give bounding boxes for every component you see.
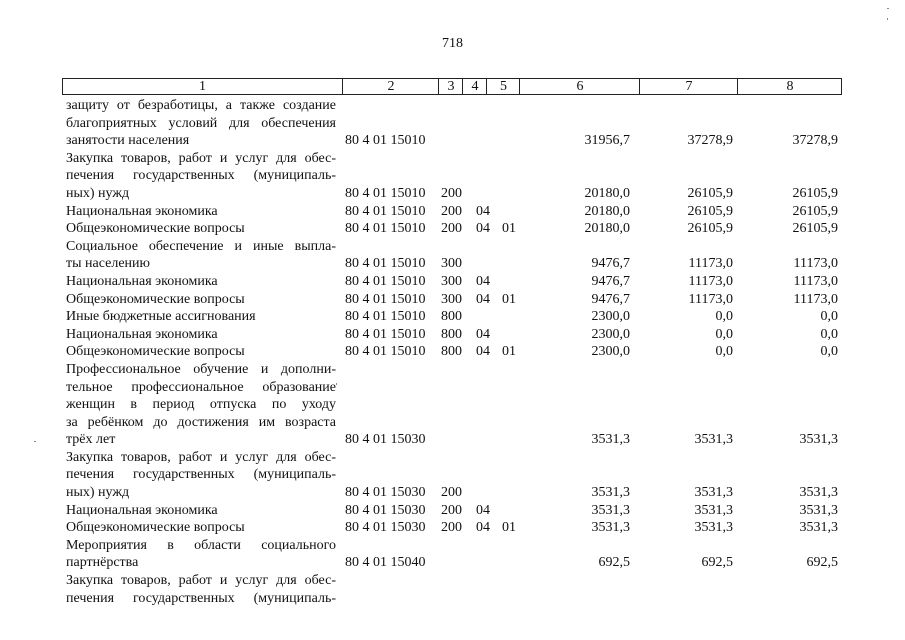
row-value-col7: 3531,3 <box>694 520 733 536</box>
row-value-col8: 3531,3 <box>799 485 838 501</box>
row-col3: 300 <box>441 291 462 307</box>
scan-speck <box>887 8 889 9</box>
row-value-col7: 0,0 <box>715 344 733 360</box>
table-body <box>0 97 905 607</box>
row-value-col6: 20180,0 <box>584 185 630 201</box>
row-value-col7: 3531,3 <box>694 502 733 518</box>
row-name: ных) нужд <box>66 485 130 501</box>
table-row <box>0 132 905 150</box>
row-name: Закупка товаров, работ и услуг для обес- <box>66 449 336 465</box>
table-row <box>0 343 905 361</box>
table-row <box>0 308 905 326</box>
row-value-col7: 692,5 <box>701 555 733 571</box>
row-value-col7: 26105,9 <box>687 221 733 237</box>
row-name: Профессиональное обучение и дополни- <box>66 361 336 377</box>
row-col4: 04 <box>476 273 490 289</box>
row-name: Социальное обеспечение и иные выпла- <box>66 238 336 254</box>
row-col3: 200 <box>441 520 462 536</box>
table-row <box>0 167 905 185</box>
row-col3: 800 <box>441 309 462 325</box>
table-row <box>0 220 905 238</box>
row-value-col8: 26105,9 <box>792 185 838 201</box>
row-col3: 200 <box>441 221 462 237</box>
row-code: 80 4 01 15010 <box>345 185 426 201</box>
row-code: 80 4 01 15010 <box>345 326 426 342</box>
table-row <box>0 590 905 608</box>
row-value-col8: 3531,3 <box>799 520 838 536</box>
row-col4: 04 <box>476 344 490 360</box>
row-value-col7: 11173,0 <box>688 256 733 272</box>
row-col3: 300 <box>441 273 462 289</box>
row-code: 80 4 01 15010 <box>345 344 426 360</box>
table-row <box>0 379 905 397</box>
row-name: занятости населения <box>66 133 190 149</box>
row-code: 80 4 01 15010 <box>345 256 426 272</box>
row-code: 80 4 01 15030 <box>345 520 426 536</box>
table-row <box>0 97 905 115</box>
row-name: печения государственных (муниципаль- <box>66 168 336 184</box>
row-name: партнёрства <box>66 555 139 571</box>
row-name: печения государственных (муниципаль- <box>66 467 336 483</box>
row-col5: 01 <box>502 221 516 237</box>
row-name: Национальная экономика <box>66 273 218 289</box>
table-row <box>0 326 905 344</box>
column-header-7: 7 <box>639 79 738 94</box>
row-value-col8: 0,0 <box>820 309 838 325</box>
row-col4: 04 <box>476 520 490 536</box>
row-name: Общеэкономические вопросы <box>66 520 245 536</box>
table-row <box>0 150 905 168</box>
row-col4: 04 <box>476 326 490 342</box>
row-value-col8: 26105,9 <box>792 203 838 219</box>
row-value-col6: 3531,3 <box>591 432 630 448</box>
row-name: женщин в период отпуска по уходу <box>66 397 336 413</box>
row-value-col7: 3531,3 <box>694 485 733 501</box>
row-value-col6: 9476,7 <box>591 256 630 272</box>
row-col3: 200 <box>441 185 462 201</box>
row-value-col8: 11173,0 <box>793 291 838 307</box>
scan-speck <box>34 441 36 442</box>
row-value-col7: 26105,9 <box>687 203 733 219</box>
row-value-col6: 20180,0 <box>584 203 630 219</box>
row-value-col8: 26105,9 <box>792 221 838 237</box>
row-value-col6: 9476,7 <box>591 291 630 307</box>
row-value-col7: 26105,9 <box>687 185 733 201</box>
row-col5: 01 <box>502 291 516 307</box>
table-row <box>0 255 905 273</box>
row-value-col6: 3531,3 <box>591 502 630 518</box>
row-name: Иные бюджетные ассигнования <box>66 309 256 325</box>
row-value-col6: 2300,0 <box>591 309 630 325</box>
row-col4: 04 <box>476 203 490 219</box>
table-row <box>0 273 905 291</box>
row-value-col7: 37278,9 <box>687 133 733 149</box>
row-value-col7: 0,0 <box>715 309 733 325</box>
table-row <box>0 572 905 590</box>
row-name: ты населению <box>66 256 150 272</box>
row-name: Мероприятия в области социального <box>66 537 336 553</box>
row-value-col6: 31956,7 <box>584 133 630 149</box>
table-row <box>0 396 905 414</box>
row-code: 80 4 01 15030 <box>345 502 426 518</box>
table-row <box>0 431 905 449</box>
row-value-col6: 692,5 <box>598 555 630 571</box>
row-col5: 01 <box>502 344 516 360</box>
table-row <box>0 449 905 467</box>
row-col5: 01 <box>502 520 516 536</box>
row-value-col7: 11173,0 <box>688 291 733 307</box>
column-header-2: 2 <box>342 79 439 94</box>
row-value-col6: 3531,3 <box>591 485 630 501</box>
row-code: 80 4 01 15010 <box>345 273 426 289</box>
row-name: тельное профессиональное образование <box>66 379 336 395</box>
row-col4: 04 <box>476 291 490 307</box>
row-value-col6: 9476,7 <box>591 273 630 289</box>
row-value-col7: 3531,3 <box>694 432 733 448</box>
row-name: Общеэкономические вопросы <box>66 344 245 360</box>
row-col3: 800 <box>441 344 462 360</box>
row-name: Национальная экономика <box>66 203 218 219</box>
row-value-col7: 11173,0 <box>688 273 733 289</box>
row-name: печения государственных (муниципаль- <box>66 590 336 606</box>
column-header-3: 3 <box>438 79 463 94</box>
row-code: 80 4 01 15010 <box>345 221 426 237</box>
row-code: 80 4 01 15010 <box>345 133 426 149</box>
row-name: трёх лет <box>66 432 116 448</box>
row-name: Национальная экономика <box>66 502 218 518</box>
column-header-6: 6 <box>519 79 640 94</box>
row-value-col8: 11173,0 <box>793 256 838 272</box>
row-col3: 200 <box>441 485 462 501</box>
scan-speck <box>887 18 888 20</box>
row-value-col8: 692,5 <box>806 555 838 571</box>
column-header-1: 1 <box>199 79 206 94</box>
column-header-4: 4 <box>462 79 487 94</box>
row-col3: 200 <box>441 502 462 518</box>
row-name: ных) нужд <box>66 185 130 201</box>
row-value-col7: 0,0 <box>715 326 733 342</box>
row-code: 80 4 01 15030 <box>345 432 426 448</box>
table-row <box>0 414 905 432</box>
row-value-col6: 3531,3 <box>591 520 630 536</box>
row-value-col8: 3531,3 <box>799 502 838 518</box>
table-row <box>0 115 905 133</box>
row-value-col6: 2300,0 <box>591 344 630 360</box>
row-name: Национальная экономика <box>66 326 218 342</box>
table-row <box>0 519 905 537</box>
row-name: Общеэкономические вопросы <box>66 221 245 237</box>
row-value-col6: 20180,0 <box>584 221 630 237</box>
row-code: 80 4 01 15040 <box>345 555 426 571</box>
row-code: 80 4 01 15010 <box>345 203 426 219</box>
table-row <box>0 238 905 256</box>
table-row <box>0 554 905 572</box>
row-col3: 200 <box>441 203 462 219</box>
table-row <box>0 185 905 203</box>
row-name: Общеэкономические вопросы <box>66 291 245 307</box>
row-value-col8: 37278,9 <box>792 133 838 149</box>
table-row <box>0 484 905 502</box>
table-row <box>0 537 905 555</box>
row-col4: 04 <box>476 221 490 237</box>
scan-speck <box>336 383 337 385</box>
row-value-col8: 3531,3 <box>799 432 838 448</box>
table-row <box>0 502 905 520</box>
row-name: Закупка товаров, работ и услуг для обес- <box>66 150 336 166</box>
row-col4: 04 <box>476 502 490 518</box>
row-value-col8: 11173,0 <box>793 273 838 289</box>
table-header-row <box>62 78 842 95</box>
column-header-8: 8 <box>737 79 842 94</box>
row-code: 80 4 01 15010 <box>345 309 426 325</box>
table-row <box>0 203 905 221</box>
table-row <box>0 291 905 309</box>
table-row <box>0 361 905 379</box>
row-value-col6: 2300,0 <box>591 326 630 342</box>
page-number: 718 <box>442 36 463 51</box>
row-name: защиту от безработицы, а также создание <box>66 98 336 113</box>
row-col3: 300 <box>441 256 462 272</box>
row-name: за ребёнком до достижения им возраста <box>66 414 336 430</box>
table-row <box>0 466 905 484</box>
row-value-col8: 0,0 <box>820 326 838 342</box>
row-code: 80 4 01 15030 <box>345 485 426 501</box>
row-code: 80 4 01 15010 <box>345 291 426 307</box>
row-name: благоприятных условий для обеспечения <box>66 115 336 131</box>
column-header-5: 5 <box>486 79 520 94</box>
row-col3: 800 <box>441 326 462 342</box>
row-name: Закупка товаров, работ и услуг для обес- <box>66 573 336 589</box>
row-value-col8: 0,0 <box>820 344 838 360</box>
